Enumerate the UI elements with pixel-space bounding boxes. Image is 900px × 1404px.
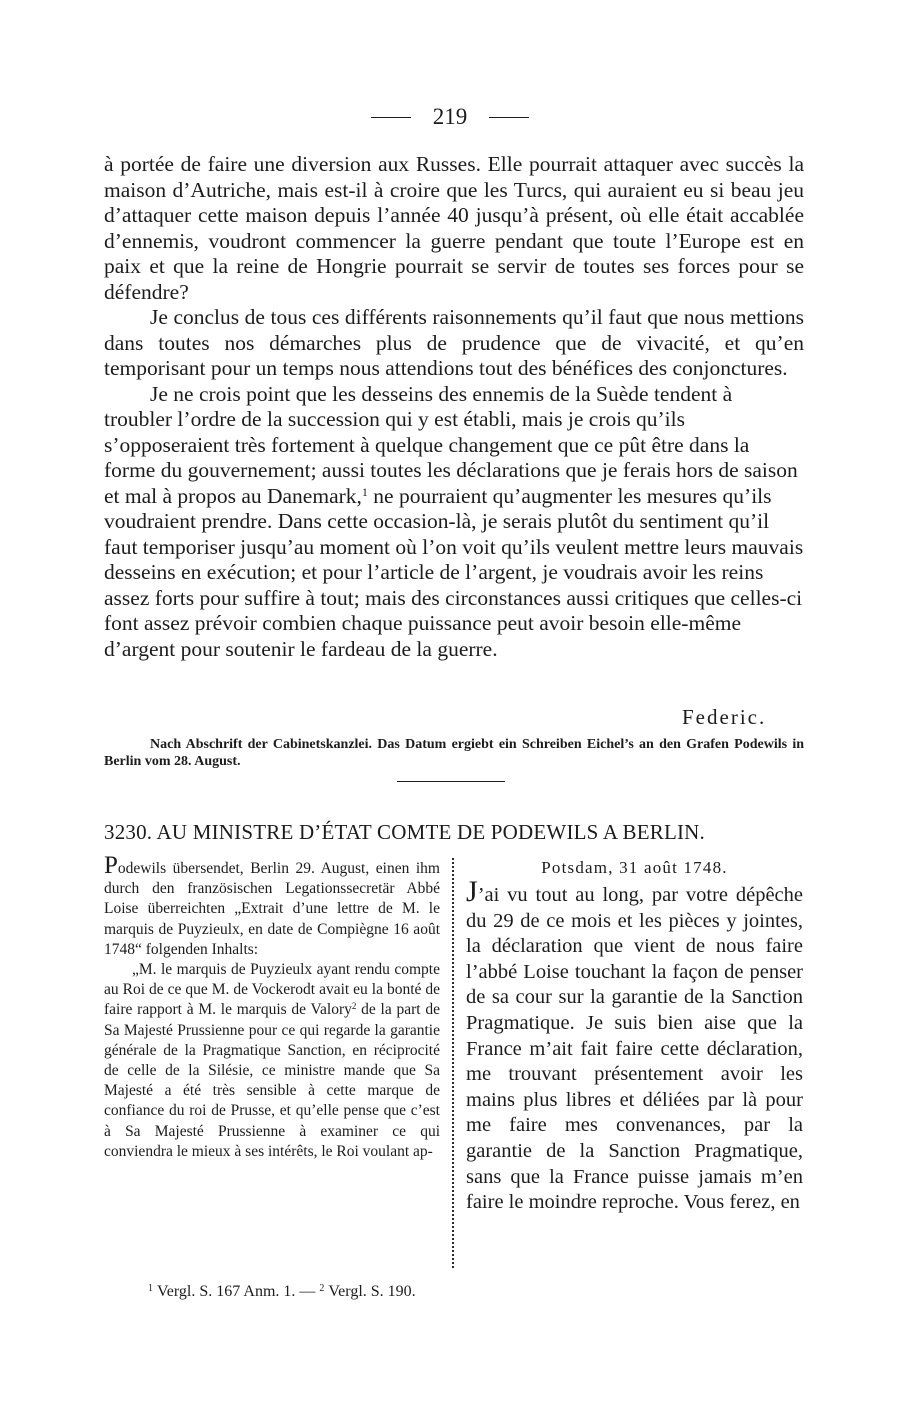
main-text-block — [104, 152, 804, 662]
footnote-mark-2: 2 — [319, 1283, 325, 1294]
header-rule-right — [489, 117, 529, 118]
summary-quote-text-a: „M. le marquis de Puyzieulx ayant rendu compte au Roi de ce que M. de Vockerodt avait eu la bonté de faire rapport à M. le marquis de Valory — [104, 961, 440, 1019]
signature: Federic. — [682, 705, 767, 729]
footnote-ref-2[interactable]: 2 — [351, 1001, 357, 1012]
drop-cap: P — [104, 852, 118, 879]
footnote-text-1: Vergl. S. 167 Anm. 1. — — [157, 1283, 316, 1300]
letter-column — [466, 858, 803, 1216]
summary-quote — [104, 960, 440, 1162]
paragraph-1: à portée de faire une diversion aux Russes. Elle pourrait attaquer avec succès la maison d’Autriche, mais est-il à croire que les Turcs, qui auraient eu si beau jeu d’attaquer cette maison depuis l’année 40 jusqu’à présent, où elle était accablée d’ennemis, voudront commencer la guerre pendant que toute l’Europe est en paix et que la reine de Hongrie pourrait se servir de toutes ses forces pour se défendre? — [104, 152, 804, 304]
summary-intro-text: odewils übersendet, Berlin 29. August, einen ihm durch den französischen Legationssecretär Abbé Loise überreichten „Extrait d’une lettre de M. le marquis de Puyzieulx, en date de Compiègne 16 août 1748“ folgenden Inhalts: — [104, 860, 440, 958]
page-header — [0, 104, 900, 130]
footnote-text-2: Vergl. S. 190. — [328, 1283, 416, 1300]
summary-intro — [104, 852, 440, 960]
letter-dateline: Potsdam, 31 août 1748. — [541, 858, 728, 877]
section-divider — [397, 781, 505, 782]
footnotes — [148, 1283, 416, 1301]
paragraph-3-text-b: ne pourraient qu’augmenter les mesures qu’ils voudraient prendre. Dans cette occasion-là, je serais plutôt du sentiment qu’il faut temporiser jusqu’au moment où l’on voit qu’ils veulent mettre leurs mauvais desseins en exécution; et pour l’article de l’argent, je voudrais avoir les reins assez forts pour suffire à tout; mais des circonstances aussi critiques que celles-ci font assez prévoir combien chaque puissance peut avoir besoin elle-même d’argent pour soutenir le fardeau de la guerre. — [104, 483, 804, 661]
paragraph-2: Je conclus de tous ces différents raisonnements qu’il faut que nous mettions dans toutes nos démarches plus de prudence que de vivacité, et qu’en temporisant pour un temps nous attendions tout des bénéfices des conjonctures. — [104, 305, 804, 380]
document-heading: 3230. AU MINISTRE D’ÉTAT COMTE DE PODEWILS A BERLIN. — [104, 820, 705, 844]
letter-body: ’ai vu tout au long, par votre dépêche du 29 de ce mois et les pièces y jointes, la déclaration que vient de nous faire l’abbé Loise touchant la façon de penser de sa cour sur la garantie de la Sanction Pragmatique. Je suis bien aise que la France m’ait fait faire cette déclaration, me trouvant présentement avoir les mains plus libres et déliées par là pour me faire mes convenances, par la garantie de la Sanction Pragmatique, sans que la France puisse jamais m’en faire le moindre reproche. Vous ferez, en — [466, 884, 803, 1214]
paragraph-3-text-a: Je ne crois point que les desseins des ennemis de la Suède tendent à troubler l’ordre de la succession qui y est établi, mais je crois qu’ils s’opposeraient très fortement à quelque changement que ce pût être dans la forme du gouvernement; aussi toutes les déclarations que je ferais hors de saison et mal à propos au Danemark, — [104, 381, 798, 508]
footnote-mark-1: 1 — [148, 1283, 153, 1294]
letter-text — [466, 875, 803, 1216]
header-rule-left — [371, 117, 411, 118]
paragraph-3 — [104, 382, 804, 663]
source-note: Nach Abschrift der Cabinetskanzlei. Das Datum ergiebt ein Schreiben Eichel’s an den Grafen Podewils in Berlin vom 28. August. — [104, 737, 804, 769]
letter-initial: J — [466, 875, 478, 908]
summary-column — [104, 852, 440, 1162]
page-number: 219 — [432, 104, 468, 129]
column-separator — [452, 858, 454, 1268]
summary-quote-text-b: de la part de Sa Majesté Prussienne pour ce qui regarde la garantie générale de la Pragmatique Sanction, en réciprocité de celle de la Silésie, ce ministre mande que Sa Majesté a été très sensible à cette marque de confiance du roi de Prusse, et qu’elle pense que c’est à Sa Majesté Prussienne à examiner ce qui conviendra le mieux à ses intérêts, le Roi voulant ap- — [104, 1001, 440, 1160]
footnote-ref-1[interactable]: 1 — [361, 484, 368, 499]
